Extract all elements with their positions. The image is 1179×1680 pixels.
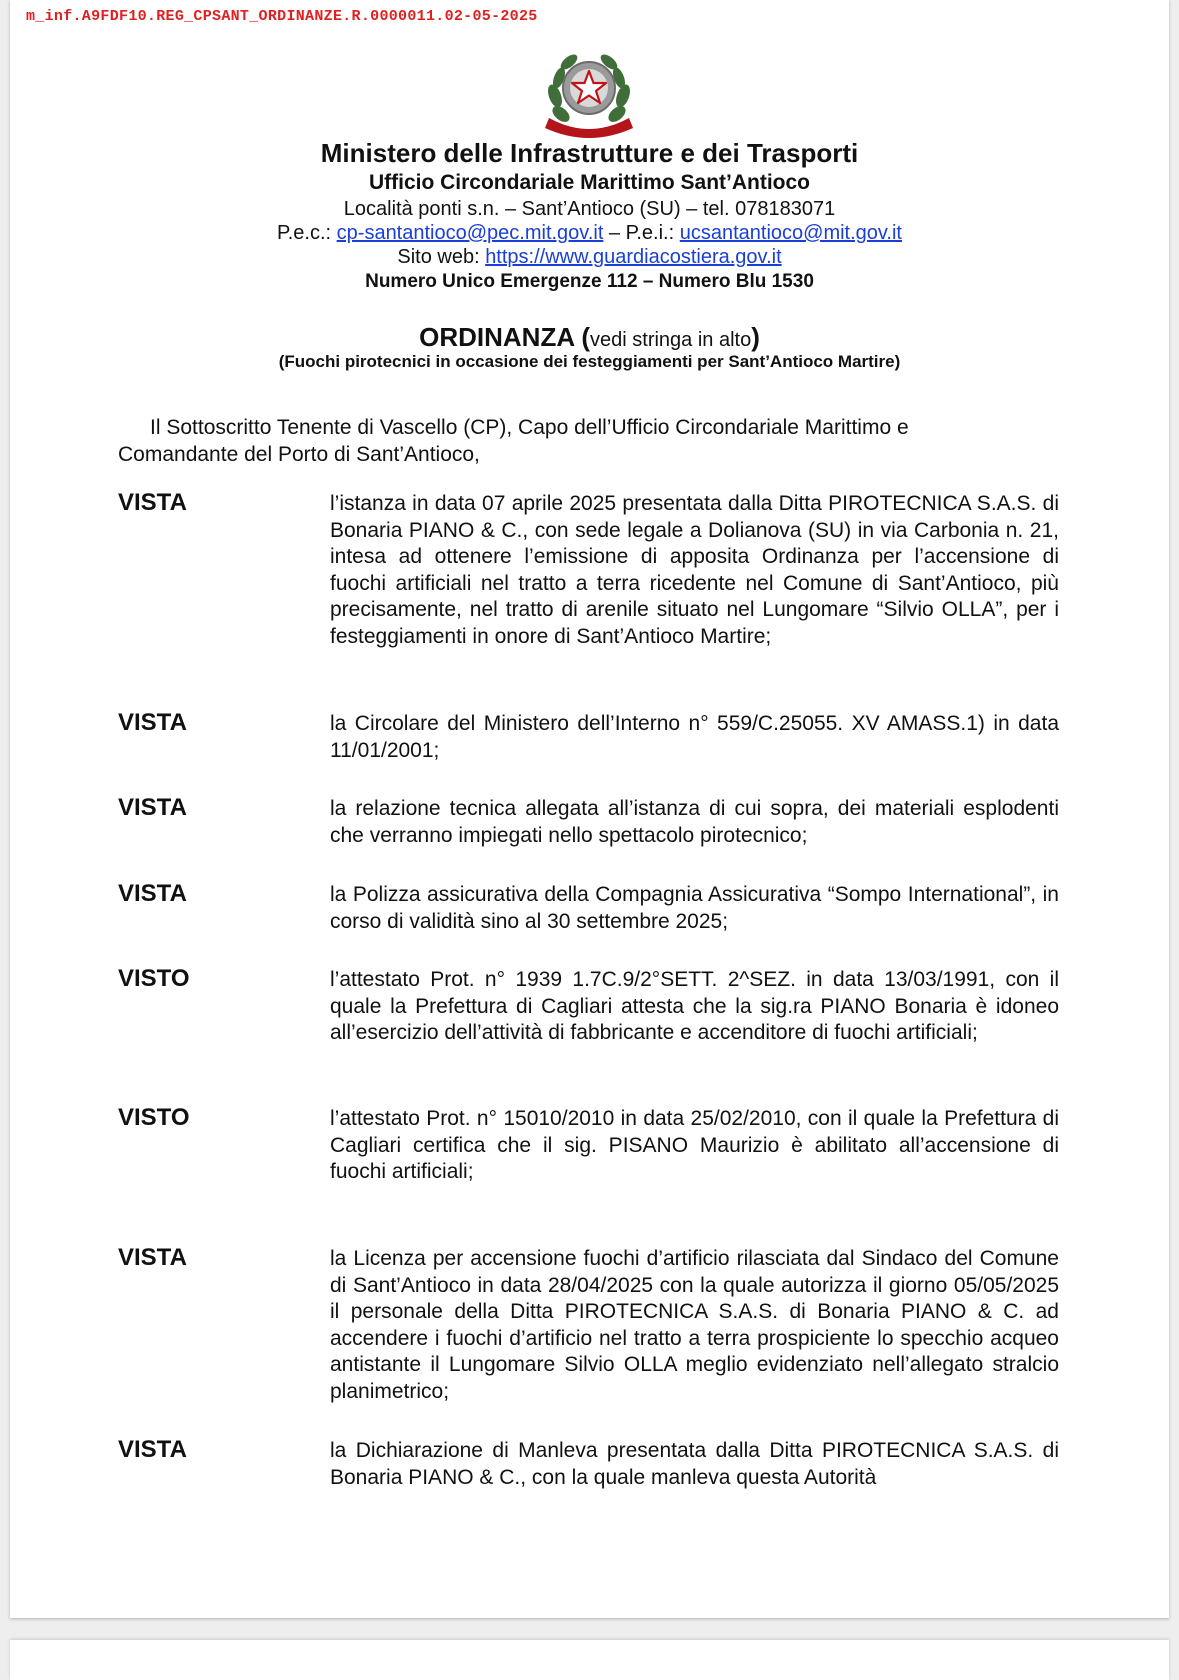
clause-text: la Circolare del Ministero dell’Interno n° 559/C.25055. XV AMASS.1) in data 11/01/2001; <box>330 712 1059 762</box>
title-close: ) <box>751 322 760 352</box>
clause-text: la Licenza per accensione fuochi d’artificio rilasciata dal Sindaco del Comune di Sant’Antioco in data 28/04/2025 con la quale autorizza il giorno 05/05/2025 il personale della Ditta PIROTECNICA S.A.S. di Bonaria PIANO & C. ad accendere i fuochi d’artificio nel tratto a terra prospiciente lo specchio acqueo antistante il Lungomare Silvio OLLA meglio evidenziato nell’allegato stralcio planimetrico; <box>330 1247 1059 1403</box>
intro-line-1: Il Sottoscritto Tenente di Vascello (CP), Capo dell’Ufficio Circondariale Marittimo e <box>150 416 909 439</box>
clause-keyword: VISTA <box>118 880 187 907</box>
clause-keyword: VISTA <box>118 1436 187 1463</box>
contact-emails <box>0 222 1179 245</box>
web-label: Sito web: <box>397 246 486 268</box>
clause-text: la Dichiarazione di Manleva presentata dalla Ditta PIROTECNICA S.A.S. di Bonaria PIANO & C., con la quale manleva questa Autorità <box>330 1439 1059 1489</box>
clause-keyword: VISTO <box>118 965 190 992</box>
clause-keyword: VISTA <box>118 1244 187 1271</box>
emergency-numbers: Numero Unico Emergenze 112 – Numero Blu 1530 <box>365 271 814 292</box>
title-note: vedi stringa in alto <box>590 329 752 351</box>
office-address: Località ponti s.n. – Sant’Antioco (SU) – tel. 078183071 <box>343 198 836 220</box>
document-title <box>0 322 1179 353</box>
clause-keyword: VISTO <box>118 1104 190 1131</box>
next-page-edge <box>10 1640 1169 1680</box>
pec-label: P.e.c.: <box>276 222 337 244</box>
ministry-name: Ministero delle Infrastrutture e dei Trasporti <box>320 138 859 168</box>
clause-text: la relazione tecnica allegata all’istanza di cui sopra, dei materiali esplodenti che verranno impiegati nello spettacolo pirotecnico; <box>330 797 1059 847</box>
protocol-stamp: m_inf.A9FDF10.REG_CPSANT_ORDINANZE.R.0000011.02-05-2025 <box>26 8 538 25</box>
pei-label: – P.e.i.: <box>603 222 680 244</box>
website-line <box>0 246 1179 269</box>
intro-paragraph <box>118 414 1059 468</box>
document-subtitle: (Fuochi pirotecnici in occasione dei festeggiamenti per Sant’Antioco Martire) <box>278 352 901 371</box>
clause-text: l’attestato Prot. n° 1939 1.7C.9/2°SETT. 2^SEZ. in data 13/03/1991, con il quale la Prefettura di Cagliari attesta che la sig.ra PIANO Bonaria è idoneo all’esercizio dell’attività di fabbricante e accenditore di fuochi artificiali; <box>330 968 1059 1044</box>
office-name: Ufficio Circondariale Marittimo Sant’Antioco <box>368 171 811 194</box>
clause-keyword: VISTA <box>118 794 187 821</box>
clause-keyword: VISTA <box>118 709 187 736</box>
website-link[interactable]: https://www.guardiacostiera.gov.it <box>485 246 782 268</box>
title-main: ORDINANZA ( <box>419 322 591 352</box>
clause-text: l’istanza in data 07 aprile 2025 presentata dalla Ditta PIROTECNICA S.A.S. di Bonaria PIANO & C., con sede legale a Dolianova (SU) in via Carbonia n. 21, intesa ad ottenere l’emissione di apposita Ordinanza per l’accensione di fuochi artificiali nel tratto a terra ricedente nel Comune di Sant’Antioco, più precisamente, nel tratto di arenile situato nel Lungomare “Silvio OLLA”, per i festeggiamenti in onore di Sant’Antioco Martire; <box>330 492 1059 648</box>
pec-link[interactable]: cp-santantioco@pec.mit.gov.it <box>336 222 604 244</box>
clause-keyword: VISTA <box>118 489 187 516</box>
pei-link[interactable]: ucsantantioco@mit.gov.it <box>679 222 902 244</box>
clause-text: la Polizza assicurativa della Compagnia Assicurativa “Sompo International”, in corso di validità sino al 30 settembre 2025; <box>330 883 1059 933</box>
republic-emblem-icon <box>541 44 637 140</box>
intro-line-2: Comandante del Porto di Sant’Antioco, <box>118 443 480 466</box>
clause-text: l’attestato Prot. n° 15010/2010 in data 25/02/2010, con il quale la Prefettura di Cagliari certifica che il sig. PISANO Maurizio è abilitato all’accensione di fuochi artificiali; <box>330 1107 1059 1183</box>
